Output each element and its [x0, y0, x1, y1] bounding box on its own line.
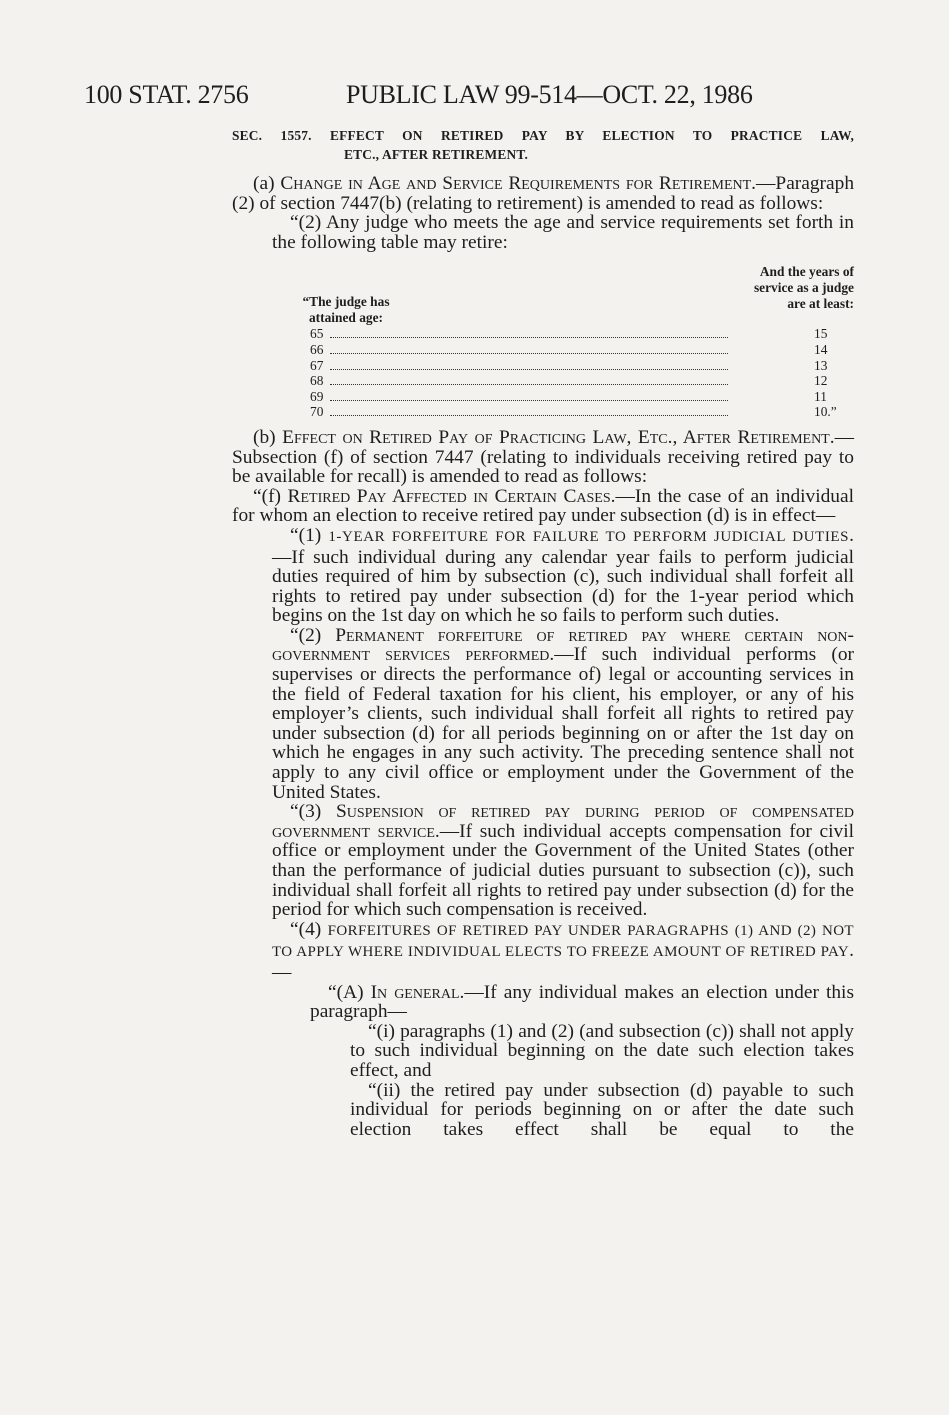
table-row — [272, 326, 854, 342]
table-left-header: “The judge has attained age: — [302, 294, 390, 325]
table-years: 11 — [814, 388, 827, 404]
table-years: 12 — [814, 373, 828, 389]
paragraph-2-label: “(2) — [290, 624, 336, 646]
paragraph-4-heading: FORFEITURES OF RETIRED PAY UNDER PARAGRAPHS (1) AND (2) NOT TO APPLY WHERE INDIVIDUAL ELECTS TO FREEZE AMOUNT OF RETIRED PAY — [272, 922, 854, 961]
subsection-f-heading: Retired Pay Affected in Certain Cases — [287, 485, 611, 507]
subsection-a-text: .—Paragraph (2) of section 7447(b) (relating to retirement) is amended to read as follows: — [232, 173, 855, 214]
table-row — [272, 342, 854, 358]
table-years: 13 — [814, 357, 828, 373]
dot-leader — [330, 353, 728, 354]
subparagraph-a-text: .—If any individual makes an election under this paragraph— — [310, 981, 854, 1023]
subsection-f — [232, 487, 854, 526]
dot-leader — [330, 400, 728, 401]
public-law-citation: PUBLIC LAW 99-514—OCT. 22, 1986 — [346, 80, 753, 109]
running-header — [84, 80, 844, 116]
paragraph-3-label: “(3) — [290, 801, 336, 823]
paragraph-2-heading: Permanent forfeiture of retired pay where certain non-government services performed — [272, 624, 854, 666]
paragraph-1-label: “(1) — [290, 524, 329, 546]
table-age: 69 — [310, 388, 324, 404]
table-row — [272, 358, 854, 374]
subsection-f-text: .—In the case of an individual for whom an election to receive retired pay under subsection (d) is in effect— — [232, 485, 854, 527]
paragraph-4-label: “(4) — [290, 918, 328, 940]
subsection-f-label: “(f) — [253, 485, 288, 507]
subsection-a — [232, 174, 854, 213]
table-header — [272, 264, 854, 326]
subsection-a-heading: Change in Age and Service Requirements for Retirement — [280, 173, 752, 194]
paragraph-4-text: .— — [272, 940, 854, 983]
table-years: 15 — [814, 326, 828, 342]
table-row — [272, 404, 854, 420]
age-service-table — [272, 264, 854, 420]
clause-i — [350, 1022, 854, 1081]
table-years: 10.” — [814, 404, 837, 420]
document-body — [232, 126, 854, 1139]
subsection-a-label: (a) — [253, 173, 281, 194]
table-row — [272, 389, 854, 405]
subsection-a-quote-text: “(2) Any judge who meets the age and service requirements set forth in the following table may retire: — [272, 212, 854, 253]
table-age: 67 — [310, 357, 324, 373]
section-title-line-1: SEC. 1557. EFFECT ON RETIRED PAY BY ELECTION TO PRACTICE LAW, — [232, 128, 854, 143]
table-age: 66 — [310, 341, 324, 357]
subparagraph-a — [310, 983, 854, 1022]
section-title-line-2: ETC., AFTER RETIREMENT. — [344, 147, 529, 162]
table-age: 65 — [310, 326, 324, 342]
clause-ii — [350, 1081, 854, 1140]
paragraph-1-heading: 1-YEAR FORFEITURE FOR FAILURE TO PERFORM JUDICIAL DUTIES — [328, 528, 850, 545]
paragraph-2-text: .—If such individual performs (or supervises or directs the performance of) legal or accounting services in the field of Federal taxation for his client, his employer, or any of his employer’s clients, such individual shall forfeit all rights to retired pay under subsection (d) for all periods beginning on or after the 1st day on which he engages in any such activity. The preceding sentence shall not apply to any civil office or employment under the Government of the United States. — [272, 644, 855, 803]
table-years: 14 — [814, 341, 828, 357]
subsection-b-text: .—Subsection (f) of section 7447 (relating to individuals receiving retired pay to be available for recall) is amended to read as follows: — [232, 426, 854, 488]
paragraph-1-text: .—If such individual during any calendar year fails to perform judicial duties required of him by subsection (c), such individual shall forfeit all rights to retired pay under subsection (d) for the 1-year period which begins on the 1st day on which he so fails to perform such duties. — [272, 524, 854, 627]
subparagraph-a-label: “(A) — [328, 981, 371, 1003]
table-age: 68 — [310, 373, 324, 389]
subsection-b-heading: Effect on Retired Pay of Practicing Law, Etc., After Retirement — [282, 426, 830, 448]
subsection-b — [232, 428, 854, 487]
dot-leader — [330, 337, 728, 338]
clause-i-text: “(i) paragraphs (1) and (2) (and subsection (c)) shall not apply to such individual beginning on the date such election takes effect, and — [350, 1020, 854, 1081]
stat-page-number: 100 STAT. 2756 — [84, 80, 249, 109]
table-age: 70 — [310, 404, 324, 420]
paragraph-3-text: .—If such individual accepts compensation for civil office or employment under the Government of the United States (other than the performance of judicial duties pursuant to subsection (c)), such individual shall forfeit all rights to retired pay under subsection (d) for the period for which such compensation is received. — [272, 820, 854, 921]
paragraph-4 — [272, 920, 854, 983]
table-row — [272, 373, 854, 389]
subsection-a-quote — [272, 213, 854, 252]
dot-leader — [330, 369, 728, 370]
paragraph-1 — [272, 526, 854, 626]
paragraph-3-heading: Suspension of retired pay during period of compensated government service — [272, 801, 854, 842]
dot-leader — [330, 415, 728, 416]
dot-leader — [330, 384, 728, 385]
subparagraph-a-heading: In general — [370, 981, 460, 1003]
paragraph-2 — [272, 626, 854, 802]
table-right-header: And the years of service as a judge are at least: — [753, 264, 854, 311]
paragraph-3 — [272, 802, 854, 920]
clause-ii-text: “(ii) the retired pay under subsection (d) payable to such individual for periods beginning on or after the date such election takes effect shall be equal to the — [350, 1079, 854, 1140]
subsection-b-label: (b) — [253, 426, 283, 448]
